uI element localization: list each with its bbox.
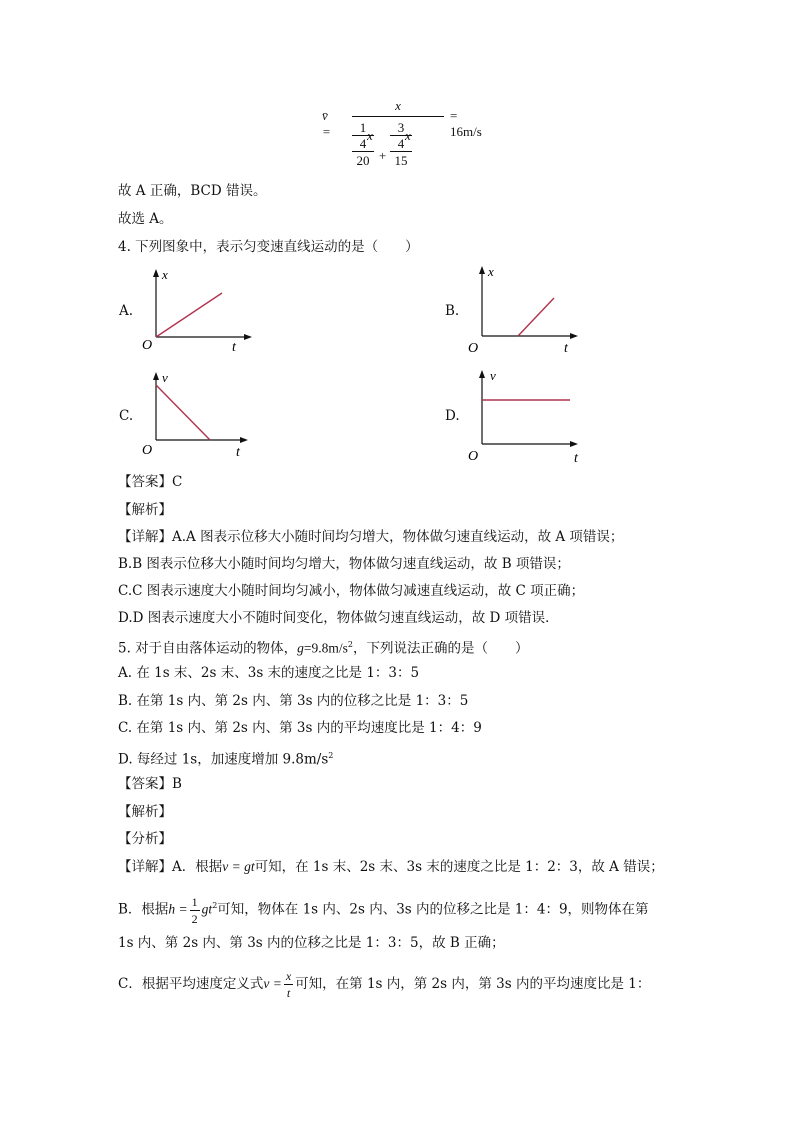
formula-main-fraction	[352, 98, 444, 117]
graph-c-label: C.	[119, 408, 134, 424]
formula-numerator: x	[395, 98, 401, 113]
term-b-x: x	[405, 128, 411, 143]
term-b-top: 3	[390, 120, 412, 136]
graph-a-origin: O	[142, 338, 153, 353]
graph-d-taxis: t	[574, 451, 578, 464]
detail-5-b: B．根据h = $\frac{1}{2}$ $gt^2$可知，物体在 1s 内、2s 内、3s 内的位移之比是 1：4：9，则物体在第	[118, 894, 649, 926]
graph-d-label: D.	[445, 408, 460, 424]
detail-4-d: D.D 图表示速度大小不随时间变化，物体做匀速直线运动，故 D 项错误．	[118, 610, 559, 626]
graph-a	[140, 265, 280, 355]
detail-4-b: B.B 图表示位移大小随时间均匀增大，物体做匀速直线运动，故 B 项错误；	[118, 556, 570, 572]
analysis-5-fenxi: 【分析】	[118, 831, 172, 847]
term-a-top: 1	[352, 120, 374, 136]
graph-d	[466, 366, 606, 464]
term-b-mid: 4	[390, 136, 412, 152]
graph-c-yaxis: v	[162, 370, 168, 385]
graph-b	[466, 262, 606, 356]
detail-4-c: C.C 图表示速度大小随时间均匀减小，物体做匀减速直线运动，故 C 项正确；	[118, 583, 585, 599]
term-b-den: 15	[394, 153, 408, 168]
choice-line: 故选 A。	[118, 211, 173, 227]
option-5-d: D. 每经过 1s，加速度增加 $9.8m/s^2$	[118, 751, 334, 768]
graph-d-origin: O	[468, 449, 479, 464]
detail-5-c: C．根据平均速度定义式v = $\frac{x}{t}$ 可知，在第 1s 内，第 2s 内，第 3s 内的平均速度比是 1：	[118, 969, 651, 1000]
graph-b-yaxis: x	[488, 264, 494, 279]
term-a-x: x	[367, 128, 373, 143]
analysis-5-header: 【解析】	[118, 804, 172, 820]
formula-lhs: v̄ =	[322, 108, 331, 139]
graph-a-label: A.	[119, 303, 134, 319]
option-5-a: A. 在 1s 末、2s 末、3s 末的速度之比是 1：3：5	[118, 665, 420, 681]
graph-a-yaxis: x	[162, 267, 168, 282]
answer-4: 【答案】C	[118, 474, 183, 490]
option-5-b: B. 在第 1s 内、第 2s 内、第 3s 内的位移之比是 1：3：5	[118, 693, 469, 709]
option-5-c: C. 在第 1s 内、第 2s 内、第 3s 内的平均速度比是 1：4：9	[118, 720, 482, 736]
graph-c-taxis: t	[236, 445, 240, 460]
question-5: 5. 对于自由落体运动的物体，$g=9.8m/s^2$，下列说法正确的是（ ）	[118, 640, 529, 657]
formula-bar	[352, 116, 444, 117]
detail-5-a: 【详解】A．根据v = gt可知，在 1s 末、2s 末、3s 末的速度之比是 1：2：3，故 A 错误；	[118, 859, 664, 875]
graph-c	[140, 368, 280, 460]
term-a-den: 20	[356, 153, 370, 168]
analysis-4-header: 【解析】	[118, 502, 172, 518]
question-4: 4. 下列图象中，表示匀变速直线运动的是（ ）	[118, 239, 419, 255]
graph-a-taxis: t	[232, 340, 236, 355]
graph-b-label: B.	[445, 303, 460, 319]
detail-5-b-cont: 1s 内、第 2s 内、第 3s 内的位移之比是 1：3：5，故 B 正确；	[118, 935, 505, 951]
conclusion-line: 故 A 正确，BCD 错误。	[118, 183, 267, 199]
graph-d-yaxis: v	[490, 368, 496, 383]
term-a-mid: 4	[352, 136, 374, 152]
graph-c-origin: O	[142, 443, 153, 458]
formula-result: = 16m/s	[450, 108, 482, 139]
graph-b-taxis: t	[564, 341, 568, 356]
graph-b-origin: O	[468, 341, 479, 356]
detail-4-a: 【详解】A.A 图表示位移大小随时间均匀增大，物体做匀速直线运动，故 A 项错误；	[118, 529, 624, 545]
formula-denominator	[352, 120, 444, 176]
answer-5: 【答案】B	[118, 776, 182, 792]
formula-plus: +	[379, 148, 387, 163]
